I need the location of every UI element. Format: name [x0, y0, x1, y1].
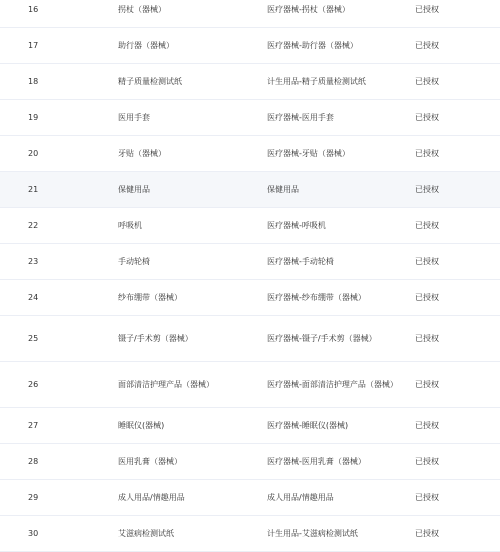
status-text: 已授权: [415, 41, 439, 50]
product-name: 医用手套: [118, 113, 150, 122]
row-number: 21: [28, 185, 39, 194]
product-name: 精子质量检测试纸: [118, 77, 182, 86]
row-number: 23: [28, 257, 39, 266]
table-row: [0, 28, 500, 64]
product-category: 计生用品-精子质量检测试纸: [267, 77, 366, 86]
table-row: [0, 362, 500, 408]
status-text: 已授权: [415, 257, 439, 266]
row-number: 18: [28, 77, 39, 86]
table-row: [0, 516, 500, 552]
product-category: 医疗器械-手动轮椅: [267, 257, 334, 266]
status-text: 已授权: [415, 293, 439, 302]
product-category: 医疗器械-拐杖（器械）: [267, 5, 350, 14]
row-number: 30: [28, 529, 39, 538]
row-number: 25: [28, 334, 39, 343]
status-text: 已授权: [415, 185, 439, 194]
status-text: 已授权: [415, 113, 439, 122]
product-category: 医疗器械-医用乳膏（器械）: [267, 457, 366, 466]
table-row: [0, 0, 500, 28]
product-category: 医疗器械-镊子/手术剪（器械）: [267, 334, 377, 343]
table-row: [0, 280, 500, 316]
row-number: 27: [28, 421, 39, 430]
status-text: 已授权: [415, 529, 439, 538]
status-text: 已授权: [415, 221, 439, 230]
row-number: 19: [28, 113, 39, 122]
row-number: 20: [28, 149, 39, 158]
status-text: 已授权: [415, 149, 439, 158]
table-row: [0, 136, 500, 172]
table-row: [0, 444, 500, 480]
product-name: 镊子/手术剪（器械）: [118, 334, 193, 343]
table-row: [0, 408, 500, 444]
product-category: 医疗器械-助行器（器械）: [267, 41, 358, 50]
product-name: 拐杖（器械）: [118, 5, 166, 14]
product-category: 医疗器械-睡眠仪(器械): [267, 421, 349, 430]
table-row: [0, 64, 500, 100]
status-text: 已授权: [415, 5, 439, 14]
product-name: 牙贴（器械）: [118, 149, 166, 158]
table-row: [0, 208, 500, 244]
product-category: 医疗器械-面部清洁护理产品（器械）: [267, 380, 398, 389]
row-number: 16: [28, 5, 39, 14]
product-name: 呼吸机: [118, 221, 142, 230]
product-category: 计生用品-艾滋病检测试纸: [267, 529, 358, 538]
status-text: 已授权: [415, 421, 439, 430]
row-number: 17: [28, 41, 39, 50]
product-name: 成人用品/情趣用品: [118, 493, 185, 502]
product-category: 医疗器械-呼吸机: [267, 221, 326, 230]
product-name: 助行器（器械）: [118, 41, 174, 50]
table-row: [0, 316, 500, 362]
row-number: 24: [28, 293, 39, 302]
row-number: 22: [28, 221, 39, 230]
status-text: 已授权: [415, 334, 439, 343]
table-row: [0, 244, 500, 280]
product-name: 纱布绷带（器械）: [118, 293, 182, 302]
product-name: 睡眠仪(器械): [118, 421, 165, 430]
table-row: [0, 480, 500, 516]
product-category: 成人用品/情趣用品: [267, 493, 334, 502]
row-number: 26: [28, 380, 39, 389]
status-text: 已授权: [415, 77, 439, 86]
product-name: 医用乳膏（器械）: [118, 457, 182, 466]
product-category: 医疗器械-医用手套: [267, 113, 334, 122]
product-category: 医疗器械-牙贴（器械）: [267, 149, 350, 158]
product-category: 保健用品: [267, 185, 299, 194]
table-row: [0, 172, 500, 208]
product-name: 手动轮椅: [118, 257, 150, 266]
product-category: 医疗器械-纱布绷带（器械）: [267, 293, 366, 302]
product-name: 艾滋病检测试纸: [118, 529, 174, 538]
row-number: 28: [28, 457, 39, 466]
row-number: 29: [28, 493, 39, 502]
product-name: 保健用品: [118, 185, 150, 194]
table-row: [0, 100, 500, 136]
status-text: 已授权: [415, 380, 439, 389]
status-text: 已授权: [415, 493, 439, 502]
product-name: 面部清洁护理产品（器械）: [118, 380, 214, 389]
status-text: 已授权: [415, 457, 439, 466]
